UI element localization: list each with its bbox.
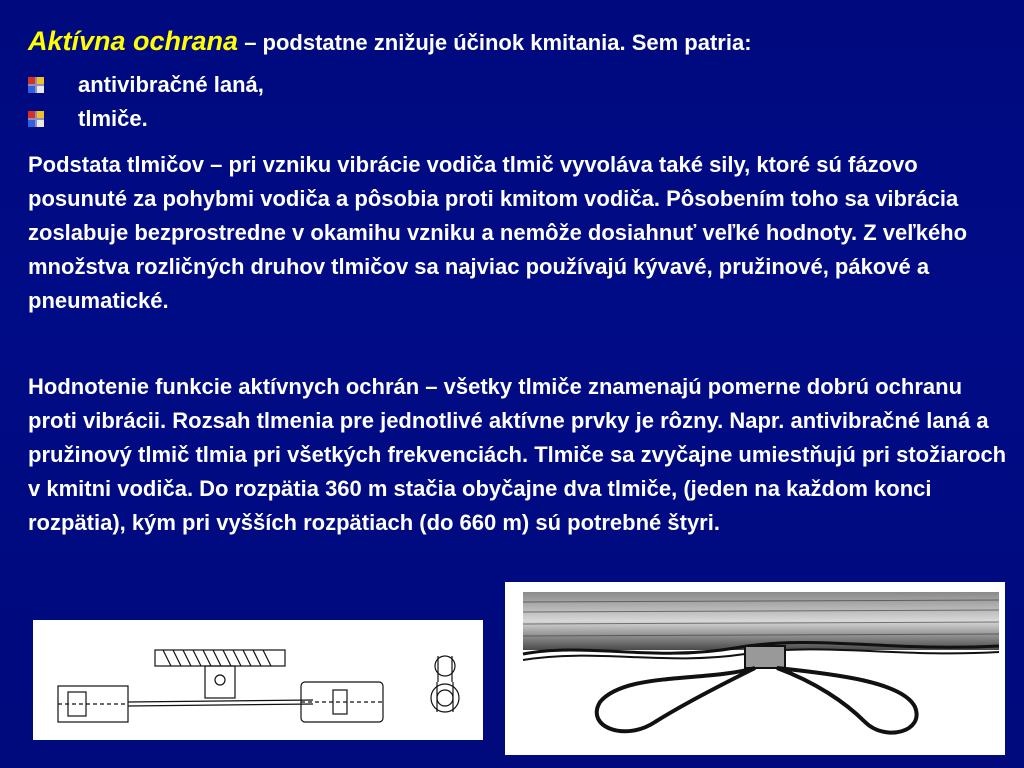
damper-technical-drawing <box>33 620 483 740</box>
heading-rest: – podstatne znižuje účinok kmitania. Sem patria: <box>238 30 752 55</box>
heading-emphasis: Aktívna ochrana <box>28 26 239 56</box>
bullet-square-icon <box>28 111 44 127</box>
bullet-item <box>28 68 264 102</box>
bullet-square-icon <box>28 77 44 93</box>
paragraph-damper-principle: Podstata tlmičov – pri vzniku vibrácie vodiča tlmič vyvoláva také sily, ktoré sú fázovo posunuté za pohybmi vodiča a pôsobia proti kmitom vodiča. Pôsobením toho sa vibrácia zoslabuje bezprostredne v okamihu vzniku a nemôže dosiahnuť veľké hodnoty. Z veľkého množstva rozličných druhov tlmičov sa najviac používajú kývavé, pružinové, pákové a pneumatické. <box>28 152 968 313</box>
paragraph-evaluation: Hodnotenie funkcie aktívnych ochrán – všetky tlmiče znamenajú pomerne dobrú ochranu proti vibrácii. Rozsah tlmenia pre jednotlivé aktívne prvky je rôzny. Napr. antivibračné laná a pružinový tlmič tlmia pri všetkých frekvenciách. Tlmiče sa zvyčajne umiestňujú pri stožiaroch v kmitni vodiča. Do rozpätia 360 m stačia obyčajne dva tlmiče, (jeden na každom konci rozpätia), kým pri vyšších rozpätiach (do 660 m) sú potrebné štyri. <box>28 374 1007 535</box>
heading <box>28 26 752 57</box>
bullet-list <box>28 68 264 136</box>
bullet-text: tlmiče. <box>78 106 148 131</box>
bullet-item <box>28 102 264 136</box>
bullet-text: antivibračné laná, <box>78 72 264 97</box>
spring-damper-photo <box>505 582 1005 755</box>
